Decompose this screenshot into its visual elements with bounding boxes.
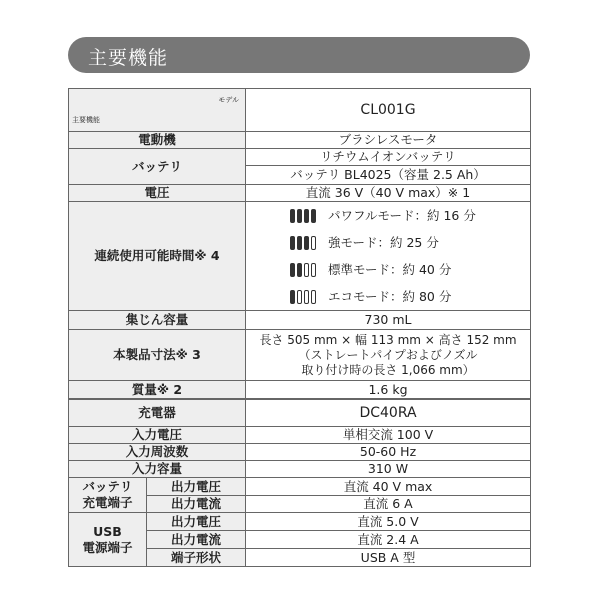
usb-terminal-shape-label: 端子形状 (147, 549, 246, 567)
usb-output-voltage-value: 直流 5.0 V (246, 513, 531, 531)
mass-value: 1.6 kg (246, 381, 531, 399)
power-level-icon (290, 209, 320, 223)
dust-capacity-label: 集じん容量 (69, 311, 246, 330)
dust-capacity-value: 730 mL (246, 311, 531, 330)
power-level-icon (290, 263, 320, 277)
diag-function-label: 主要機能 (72, 116, 100, 124)
runtime-label: 連続使用可能時間※ 4 (69, 202, 246, 311)
voltage-value: 直流 36 V（40 V max）※ 1 (246, 185, 531, 202)
battery-terminal-label-2: 充電端子 (82, 495, 133, 510)
motor-label: 電動機 (69, 132, 246, 149)
mode-row (290, 202, 530, 229)
input-frequency-value: 50-60 Hz (246, 444, 531, 461)
battery-model-value: バッテリ BL4025（容量 2.5 Ah） (246, 166, 531, 185)
mass-label: 質量※ 2 (69, 381, 246, 399)
mode-row (290, 283, 530, 310)
usb-output-current-label: 出力電流 (147, 531, 246, 549)
input-capacity-value: 310 W (246, 461, 531, 478)
size-line-2: （ストレートパイプおよびノズル (298, 347, 478, 362)
output-current-value: 直流 6 A (246, 496, 531, 513)
diagonal-header-cell (69, 89, 246, 132)
usb-terminal-label-1: USB (93, 523, 122, 539)
size-line-3: 取り付け時の長さ 1,066 mm） (301, 362, 475, 377)
usb-output-current-value: 直流 2.4 A (246, 531, 531, 549)
input-frequency-label: 入力周波数 (69, 444, 246, 461)
input-voltage-value: 単相交流 100 V (246, 427, 531, 444)
usb-terminal-shape-value: USB A 型 (246, 549, 531, 567)
usb-terminal-label (69, 513, 147, 567)
input-capacity-label: 入力容量 (69, 461, 246, 478)
section-header (68, 37, 530, 73)
battery-terminal-label (69, 478, 147, 513)
mode-row (290, 256, 530, 283)
section-title: 主要機能 (88, 47, 169, 69)
output-current-label: 出力電流 (147, 496, 246, 513)
power-level-icon (290, 290, 320, 304)
battery-type-value: リチウムイオンバッテリ (246, 149, 531, 166)
usb-terminal-label-2: 電源端子 (82, 539, 133, 555)
size-value (246, 330, 531, 381)
voltage-label: 電圧 (69, 185, 246, 202)
model-name: CL001G (246, 89, 531, 132)
charger-model: DC40RA (246, 400, 531, 427)
mode-text: 標準モード：約 40 分 (328, 261, 452, 277)
size-label: 本製品寸法※ 3 (69, 330, 246, 381)
charger-label: 充電器 (69, 400, 246, 427)
main-spec-table (68, 88, 531, 399)
runtime-modes (246, 202, 531, 311)
charger-spec-table (68, 399, 531, 567)
size-line-1: 長さ 505 mm × 幅 113 mm × 高さ 152 mm (259, 332, 517, 347)
mode-text: エコモード：約 80 分 (328, 288, 452, 304)
diag-model-label: モデル (218, 96, 239, 104)
battery-label: バッテリ (69, 149, 246, 185)
mode-row (290, 229, 530, 256)
motor-value: ブラシレスモータ (246, 132, 531, 149)
battery-terminal-label-1: バッテリ (82, 479, 133, 494)
mode-text: 強モード：約 25 分 (328, 234, 439, 250)
input-voltage-label: 入力電圧 (69, 427, 246, 444)
usb-output-voltage-label: 出力電圧 (147, 513, 246, 531)
mode-text: パワフルモード：約 16 分 (328, 207, 476, 223)
output-voltage-value: 直流 40 V max (246, 478, 531, 496)
power-level-icon (290, 236, 320, 250)
output-voltage-label: 出力電圧 (147, 478, 246, 496)
